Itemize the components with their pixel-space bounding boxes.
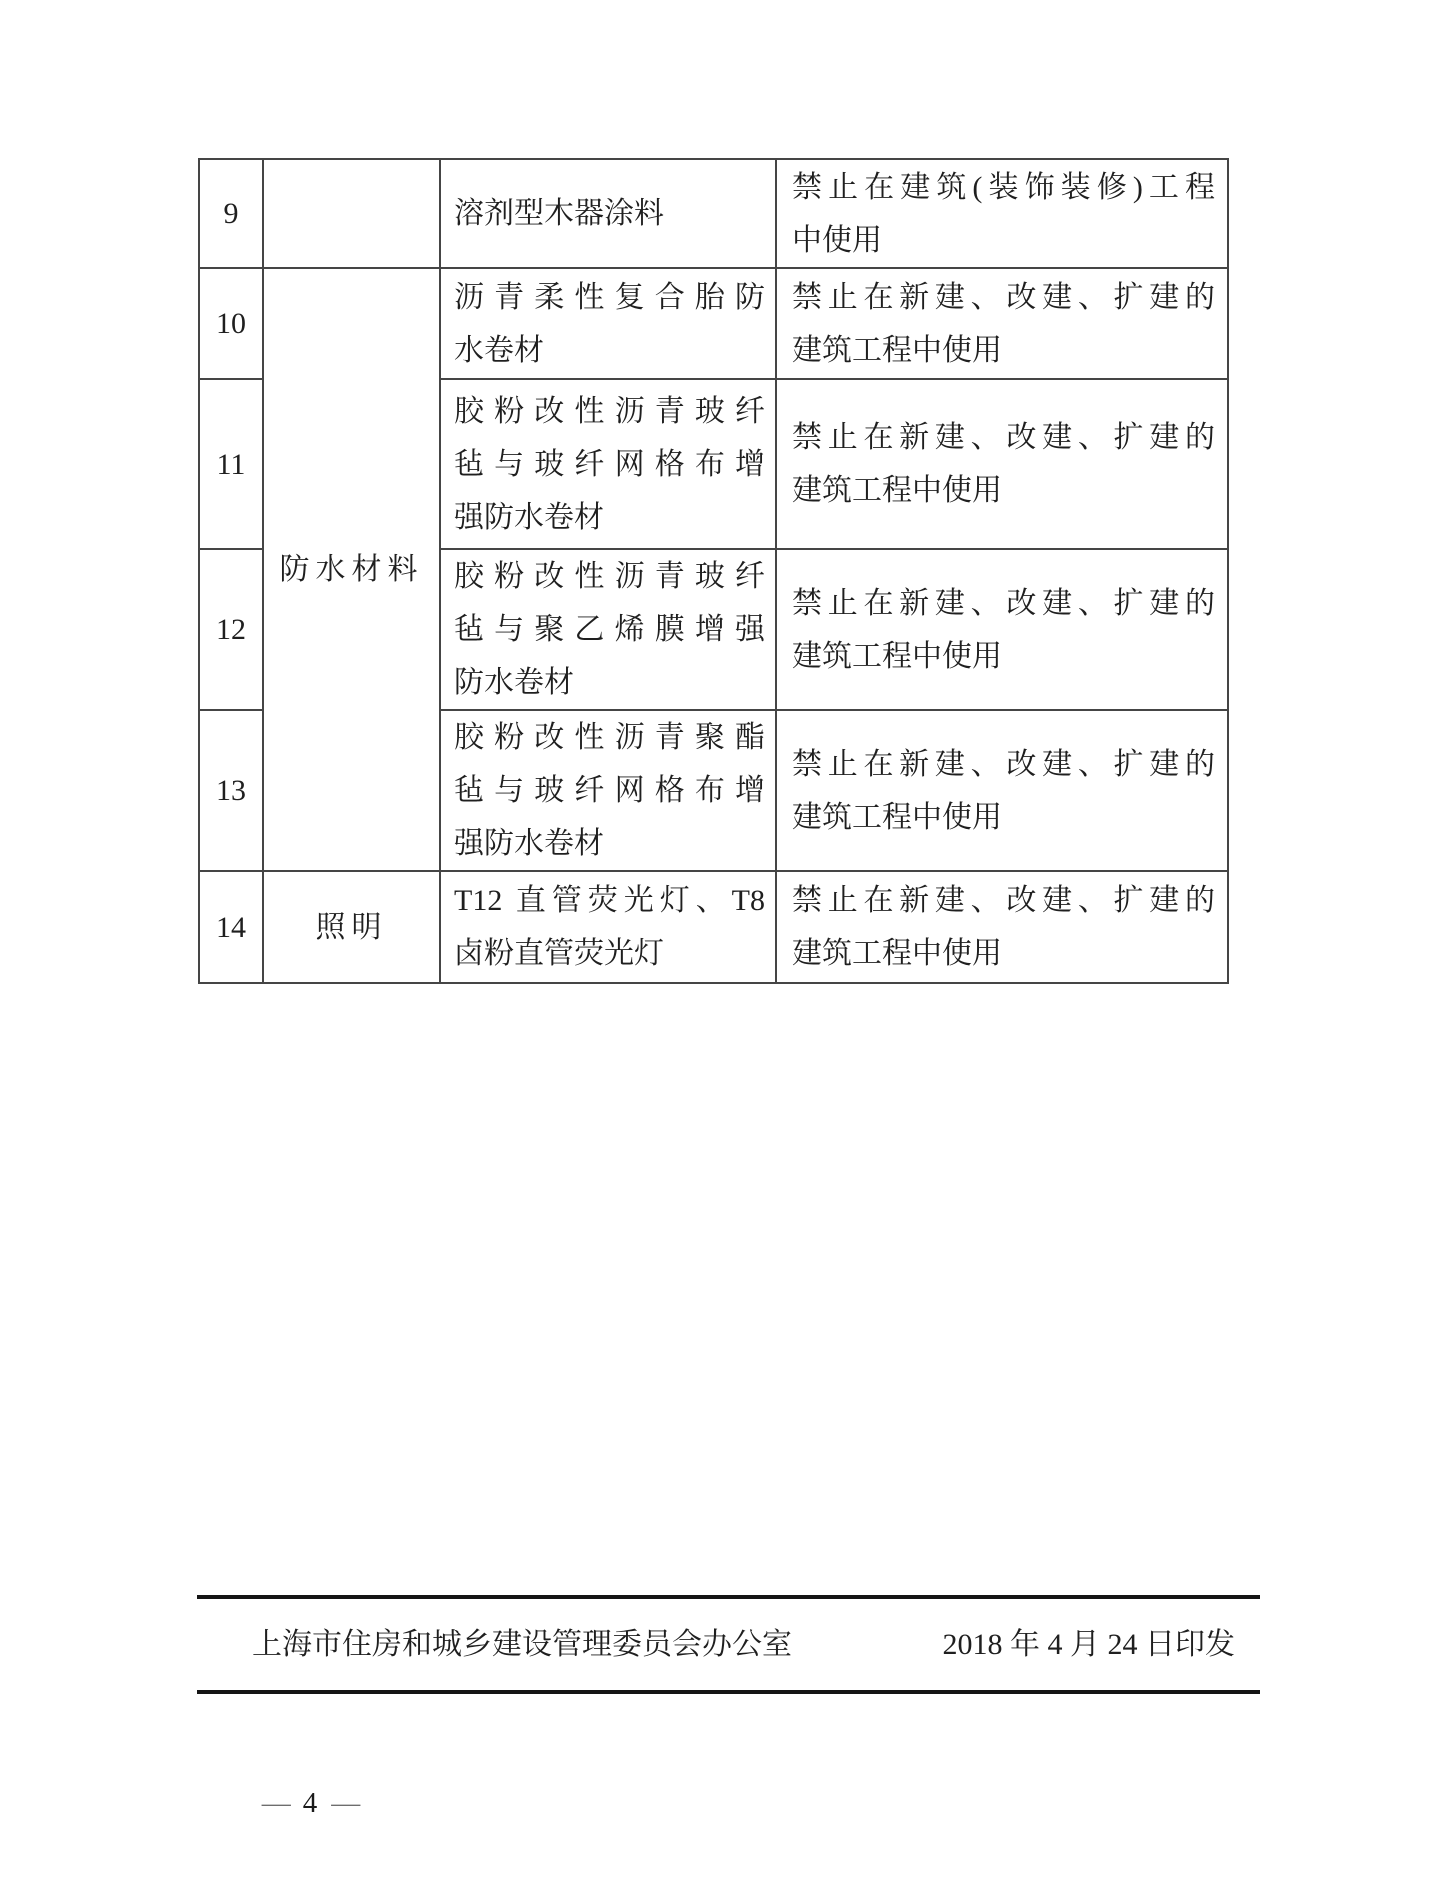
row-number: 11 xyxy=(199,379,263,549)
material-line: 强防水卷材 xyxy=(454,827,604,860)
footer-rule-top xyxy=(197,1595,1260,1599)
restriction-line: 建筑工程中使用 xyxy=(792,800,1002,834)
footer-date: 2018 年 4 月 24 日印发 xyxy=(942,1628,1235,1661)
row-number: 12 xyxy=(199,549,263,710)
restriction-cell xyxy=(776,549,1228,710)
page-number-right-dash: — xyxy=(331,1787,359,1819)
material-line: 胶粉改性沥青玻纤 xyxy=(454,394,765,428)
material-cell xyxy=(440,379,776,549)
page-number-left-dash: — xyxy=(261,1787,289,1819)
restriction-line: 建筑工程中使用 xyxy=(792,474,1002,507)
category-cell-waterproofing: 防水材料 xyxy=(263,268,440,871)
row-number: 14 xyxy=(199,871,263,983)
restriction-line: 建筑工程中使用 xyxy=(792,937,1002,970)
restriction-line: 禁止在新建、改建、扩建的 xyxy=(792,421,1215,454)
row-number: 10 xyxy=(199,268,263,379)
material-line: 胶粉改性沥青聚酯 xyxy=(454,721,765,754)
restriction-line: 禁止在新建、改建、扩建的 xyxy=(792,586,1215,620)
material-cell xyxy=(440,159,776,268)
restriction-line: 禁止在新建、改建、扩建的 xyxy=(792,280,1215,314)
restriction-line: 中使用 xyxy=(792,223,882,257)
material-line: 防水卷材 xyxy=(454,666,574,699)
material-line: 沥青柔性复合胎防 xyxy=(454,280,765,314)
material-line: 胶粉改性沥青玻纤 xyxy=(454,560,765,593)
restriction-cell xyxy=(776,871,1228,983)
material-line: 卤粉直管荧光灯 xyxy=(454,937,664,970)
restriction-cell xyxy=(776,159,1228,268)
row-number: 9 xyxy=(199,159,263,268)
footer-imprint xyxy=(197,1623,1260,1667)
material-line: T12 直管荧光灯、T8 xyxy=(454,884,765,917)
page-number-value: 4 xyxy=(302,1787,318,1819)
material-line: 毡与聚乙烯膜增强 xyxy=(454,613,765,646)
restriction-line: 禁止在建筑(装饰装修)工程 xyxy=(792,170,1215,204)
category-cell-empty xyxy=(263,159,440,268)
restriction-cell xyxy=(776,710,1228,871)
restriction-cell xyxy=(776,268,1228,379)
material-line: 强防水卷材 xyxy=(454,500,604,534)
material-line: 溶剂型木器涂料 xyxy=(454,197,664,230)
restriction-line: 禁止在新建、改建、扩建的 xyxy=(792,884,1215,917)
footer-issuer: 上海市住房和城乡建设管理委员会办公室 xyxy=(252,1628,792,1661)
footer-rule-bottom xyxy=(197,1690,1260,1694)
restriction-line: 建筑工程中使用 xyxy=(792,333,1002,367)
restriction-cell xyxy=(776,379,1228,549)
table-row xyxy=(199,159,1228,268)
material-cell xyxy=(440,268,776,379)
material-cell xyxy=(440,549,776,710)
material-line: 毡与玻纤网格布增 xyxy=(454,447,765,481)
row-number: 13 xyxy=(199,710,263,871)
material-line: 水卷材 xyxy=(454,333,544,367)
material-cell xyxy=(440,710,776,871)
restriction-line: 禁止在新建、改建、扩建的 xyxy=(792,747,1215,781)
material-line: 毡与玻纤网格布增 xyxy=(454,774,765,807)
category-cell-lighting: 照明 xyxy=(263,871,440,983)
page-number xyxy=(235,1786,385,1820)
table-row xyxy=(199,871,1228,983)
banned-materials-table xyxy=(198,158,1229,984)
table-row xyxy=(199,268,1228,379)
material-cell xyxy=(440,871,776,983)
restriction-line: 建筑工程中使用 xyxy=(792,639,1002,673)
